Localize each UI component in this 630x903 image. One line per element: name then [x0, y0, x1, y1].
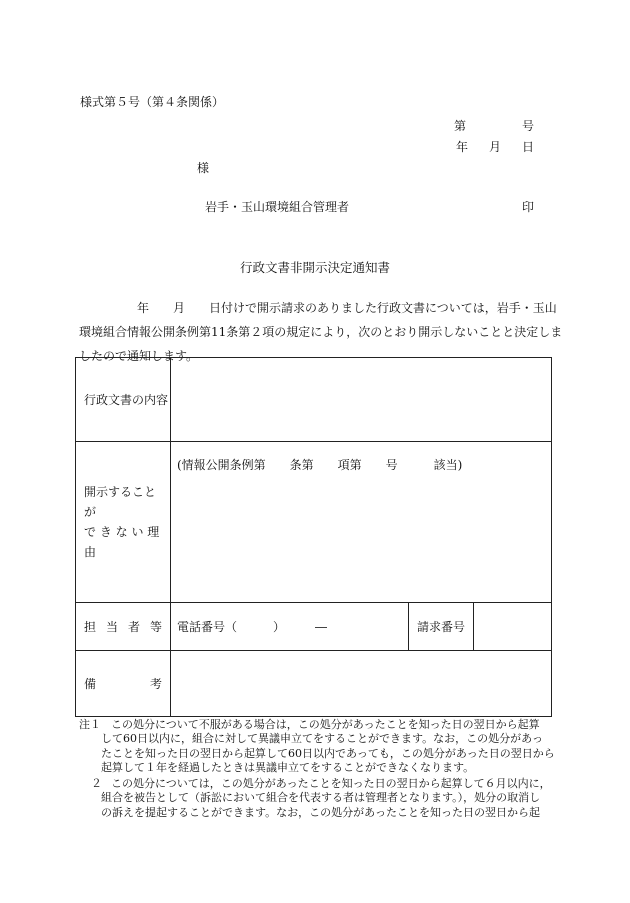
seal-mark: 印 [522, 200, 535, 214]
date-month: 月 [489, 140, 502, 154]
reason-label-line: で き な い 理 由 [84, 525, 160, 559]
phone-number-field: 電話番号（ ） ― [171, 603, 409, 651]
content-value [171, 358, 552, 442]
reason-value: (情報公開条例第 条第 項第 号 該当) [171, 442, 552, 603]
date-year: 年 [456, 140, 469, 154]
remarks-label: 備考 [76, 651, 171, 717]
body-line: したので通知します。 [79, 349, 199, 363]
doc-number-suffix: 号 [522, 119, 535, 133]
note-line: たことを知った日の翌日から起算して60日以内であっても，この処分があった日の翌日から [101, 746, 555, 760]
table-row [76, 358, 552, 442]
doc-number-prefix: 第 [454, 119, 467, 133]
document-title: 行政文書非開示決定通知書 [239, 260, 390, 275]
note-item [79, 718, 555, 775]
note-mark: ２ [91, 777, 102, 791]
body-line: 環境組合情報公開条例第11条第２項の規定により，次のとおり開示しないことと決定しま [79, 325, 563, 339]
note-line: 組合を被告として（訴訟において組合を代表する者は管理者となります。），処分の取消し [101, 791, 541, 805]
reason-label-line: 開示することが [84, 485, 157, 519]
table-row [76, 651, 552, 717]
form-number: 様式第５号（第４条関係） [80, 95, 225, 109]
table-row [76, 603, 552, 651]
reason-label [76, 442, 171, 603]
content-label: 行政文書の内容 [76, 358, 171, 442]
request-number-label: 請求番号 [409, 603, 474, 651]
note-line: この処分について不服がある場合は，この処分があったことを知った日の翌日から起算 [111, 718, 540, 731]
contact-label: 担当者等 [76, 603, 171, 651]
remarks-value [171, 651, 552, 717]
addressee-suffix: 様 [197, 161, 210, 175]
notice-table [75, 357, 552, 717]
issuer-name: 岩手・玉山環境組合管理者 [205, 200, 350, 214]
note-line: して60日以内に，組合に対して異議申立てをすることができます。なお，この処分があっ [101, 732, 544, 746]
note-line: の訴えを提起することができます。なお，この処分があったことを知った日の翌日から起 [101, 805, 541, 819]
request-number-value [474, 603, 552, 651]
table-row [76, 442, 552, 603]
date-day: 日 [522, 140, 535, 154]
body-line: 年 月 日付けで開示請求のありました行政文書については，岩手・玉山 [137, 301, 557, 315]
notes-section [79, 718, 555, 820]
note-item [79, 777, 555, 820]
note-line: この処分については，この処分があったことを知った日の翌日から起算して６月以内に， [111, 777, 551, 791]
note-line: 起算して１年を経過したときは異議申立てをすることができなくなります。 [101, 760, 475, 774]
note-mark: 注１ [79, 718, 101, 731]
